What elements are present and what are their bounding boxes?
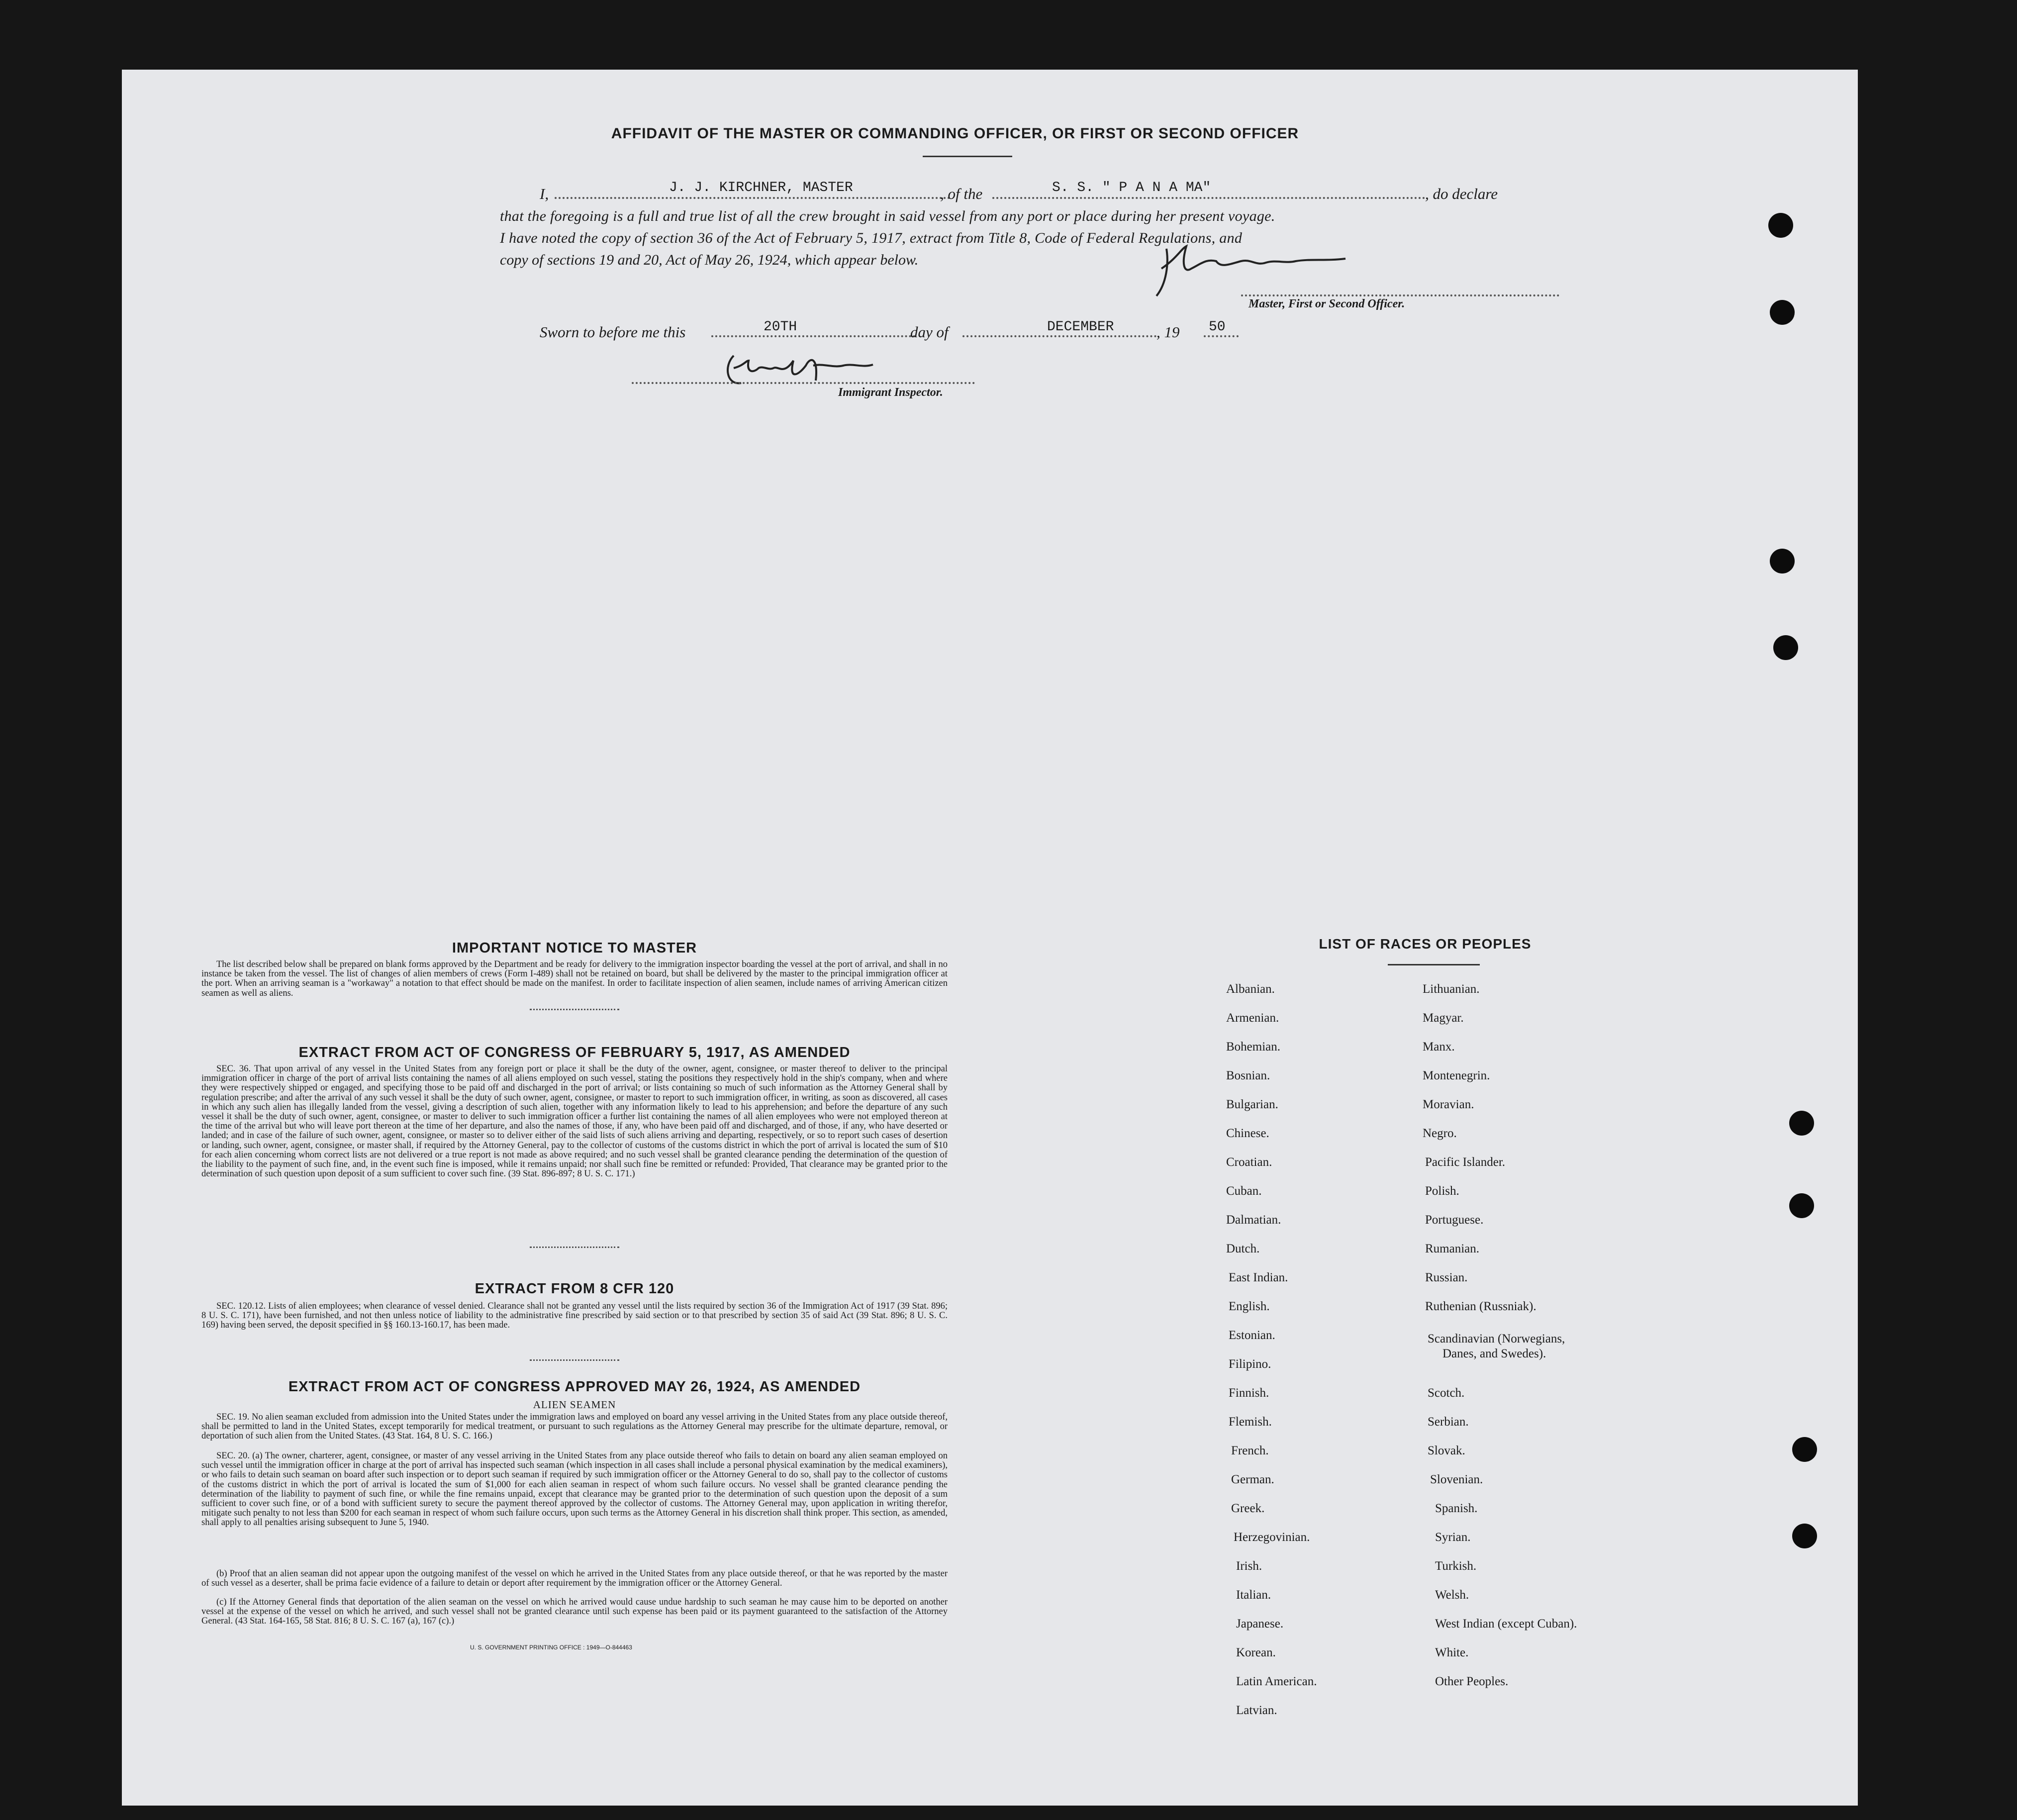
extract-cfr-divider [530,1359,619,1361]
sec19-text: SEC. 19. No alien seaman excluded from admission into the United States under the immigration laws and employed on board any vessel arriving in the United States from any place outside thereof, shall be permitted to land in the United States, except temporarily for medical treatment, or pursuant to such regulations as the Attorney General may prescribe for the ultimate departure, removal, or deportation of such alien from the United States. (43 Stat. 164, 8 U. S. C. 166.) [201,1412,948,1441]
race-item: Polish. [1425,1184,1459,1198]
race-item: French. [1231,1444,1269,1457]
punch-hole [1770,300,1795,325]
title-divider [923,156,1012,157]
race-item: Serbian. [1428,1415,1469,1429]
sworn-day: 20TH [764,319,797,335]
race-item: Greek. [1231,1502,1265,1515]
race-item: Armenian. [1226,1011,1279,1025]
race-item: Slovak. [1428,1444,1465,1457]
race-item: Slovenian. [1430,1473,1483,1486]
race-item: Russian. [1425,1271,1468,1284]
vessel-name-line [992,197,1425,199]
race-item: Other Peoples. [1435,1675,1509,1688]
race-item: Lithuanian. [1423,982,1480,996]
statement-line-3: copy of sections 19 and 20, Act of May 26, 1924, which appear below. [500,252,919,268]
officer-signature-line [1241,294,1559,296]
sec20c-text: (c) If the Attorney General finds that deportation of the alien seaman on the vessel on which he arrived would cause undue hardship to such seaman he may cause him to be deported on another vessel at the expense of the vessel on which he arrived, and such vessel shall not be granted clearance until such expense has been paid or its payment guaranteed to the satisfaction of the Attorney General. (43 Stat. 164-165, 58 Stat. 816; 8 U. S. C. 167 (a), 167 (c).) [201,1597,948,1627]
race-item: Korean. [1236,1646,1276,1659]
statement-line-1: that the foregoing is a full and true list of all the crew brought in said vessel from any port or place during her present voyage. [500,208,1275,224]
affidavit-title: AFFIDAVIT OF THE MASTER OR COMMANDING OFFICER, OR FIRST OR SECOND OFFICER [611,125,1299,142]
punch-hole [1789,1193,1814,1218]
printer-imprint: U. S. GOVERNMENT PRINTING OFFICE : 1949—O-844463 [470,1644,632,1651]
race-item: Bulgarian. [1226,1098,1278,1111]
race-item: East Indian. [1229,1271,1288,1284]
notice-title: IMPORTANT NOTICE TO MASTER [452,940,697,956]
race-item: Dutch. [1226,1242,1260,1255]
race-item: Filipino. [1229,1357,1271,1371]
race-item: Negro. [1423,1127,1457,1140]
race-item: Magyar. [1423,1011,1464,1025]
year-line [1204,335,1239,337]
punch-hole [1770,549,1795,574]
year-prefix: , 19 [1156,323,1180,341]
notice-text: The list described below shall be prepared on blank forms approved by the Department and be ready for delivery to the immigration inspector boarding the vessel at the port of arrival, and shall in no instance be taken from the vessel. The list of changes of alien members of crews (Form I-489) shall not be retained on board, but shall be delivered by the master to the principal immigration officer at the port. When an arriving seaman is a "workaway" a notation to that effect should be made on the manifest. In order to facilitate inspection of alien seamen, include names of arriving American citizen seamen as well as aliens. [201,959,948,998]
of-the-label: , of the [940,185,983,202]
race-item: Rumanian. [1425,1242,1480,1255]
race-item: Spanish. [1435,1502,1478,1515]
affidavit-i-label: I, [540,185,549,202]
race-item: Latin American. [1236,1675,1317,1688]
race-item: Irish. [1236,1559,1262,1573]
sec20a-text: SEC. 20. (a) The owner, charterer, agent, consignee, or master of any vessel arriving in the United States from any place outside thereof who fails to detain on board any alien seaman employed on such vessel until the immigration officer in charge at the port of arrival has inspected such seaman (which inspection in all cases shall include a personal physical examination by the medical examiners), or who fails to detain such seaman on board after such inspection or to deport such seaman if required by such immigration officer or the Attorney General to do so, shall pay to the collector of customs of the customs district in which the port of arrival is located the sum of $1,000 for each alien seaman in respect of whom such failure occurs. No vessel shall be granted clearance pending the determination of the liability to payment of such fine, or while the fine remains unpaid, except that clearance may be granted prior to the determination of such question upon the deposit of a sum sufficient to cover such fine, or of a bond with sufficient surety to secure the payment thereof approved by the collector of customs. The Attorney General may, upon application in writing therefor, mitigate such penalty to not less than $200 for each seaman in respect of whom such failure occurs, upon such terms as the Attorney General in his discretion shall think proper. This section, as amended, shall apply to all penalties arising subsequent to June 5, 1940. [201,1451,948,1528]
form-page [122,70,1858,1806]
race-item: Moravian. [1423,1098,1474,1111]
race-item: Cuban. [1226,1184,1262,1198]
race-item: Manx. [1423,1040,1455,1054]
race-item: Danes, and Swedes). [1442,1347,1546,1360]
race-item: White. [1435,1646,1469,1659]
race-item: Welsh. [1435,1588,1469,1602]
race-item: Chinese. [1226,1127,1269,1140]
officer-caption: Master, First or Second Officer. [1249,297,1405,310]
extract-1917-divider [530,1246,619,1248]
race-item: Flemish. [1229,1415,1272,1429]
punch-hole [1768,213,1793,238]
sworn-month-line [962,335,1156,337]
race-item: Herzegovinian. [1234,1531,1310,1544]
punch-hole [1789,1111,1814,1136]
extract-1924-subtitle: ALIEN SEAMEN [533,1399,616,1411]
notice-divider [530,1009,619,1010]
race-item: Latvian. [1236,1704,1277,1717]
race-item: Montenegrin. [1423,1069,1490,1082]
extract-1924-title: EXTRACT FROM ACT OF CONGRESS APPROVED MAY 26, 1924, AS AMENDED [288,1379,861,1395]
race-item: Dalmatian. [1226,1213,1281,1227]
extract-cfr-text: SEC. 120.12. Lists of alien employees; when clearance of vessel denied. Clearance shall not be granted any vessel until the lists required by section 36 of the Immigration Act of 1917 (39 Stat. 896; 8 U. S. C. 171), have been furnished, and not then unless notice of liability to the administrative fine prescribed by said section or to that prescribed by section 35 of said Act (39 Stat. 896; 8 U. S. C. 169) having been served, the deposit specified in §§ 160.13-160.17, has been made. [201,1301,948,1331]
race-item: West Indian (except Cuban). [1435,1617,1577,1630]
race-item: Bosnian. [1226,1069,1270,1082]
punch-hole [1792,1524,1817,1548]
race-item: Albanian. [1226,982,1275,996]
race-item: Scotch. [1428,1386,1465,1400]
race-item: Portuguese. [1425,1213,1484,1227]
races-title-divider [1388,964,1480,965]
inspector-signature-line [632,382,975,384]
race-item: Estonian. [1229,1329,1275,1342]
race-item: Croatian. [1226,1155,1272,1169]
race-item: Bohemian. [1226,1040,1281,1054]
master-name-line [555,197,950,199]
race-item: Finnish. [1229,1386,1269,1400]
race-item: English. [1229,1300,1270,1313]
race-item: Ruthenian (Russniak). [1425,1300,1537,1313]
races-title: LIST OF RACES OR PEOPLES [1319,936,1532,952]
punch-hole [1773,635,1798,660]
sworn-year: 50 [1209,319,1226,335]
punch-hole [1792,1437,1817,1462]
sworn-label: Sworn to before me this [540,323,686,341]
sec20b-text: (b) Proof that an alien seaman did not appear upon the outgoing manifest of the vessel on which he arrived in the United States from any place outside thereof, or that he was reported by the master of such vessel as a deserter, shall be prima facie evidence of a failure to detain or deport after requirement by the immigration officer or the Attorney General. [201,1569,948,1589]
race-item: Scandinavian (Norwegians, [1428,1332,1565,1345]
extract-cfr-title: EXTRACT FROM 8 CFR 120 [475,1281,674,1297]
race-item: Pacific Islander. [1425,1155,1506,1169]
race-item: Japanese. [1236,1617,1284,1630]
race-item: Turkish. [1435,1559,1477,1573]
day-of-label: day of [910,323,949,341]
race-item: Syrian. [1435,1531,1471,1544]
sworn-month: DECEMBER [1047,319,1114,335]
inspector-caption: Immigrant Inspector. [838,386,943,399]
vessel-name: S. S. " P A N A MA" [1052,180,1211,195]
master-signature [1147,239,1395,303]
statement-line-2: I have noted the copy of section 36 of the Act of February 5, 1917, extract from Title 8, Code of Federal Regulations, and [500,230,1243,246]
extract-1917-title: EXTRACT FROM ACT OF CONGRESS OF FEBRUARY 5, 1917, AS AMENDED [298,1045,851,1060]
extract-1917-text: SEC. 36. That upon arrival of any vessel in the United States from any foreign port or place it shall be the duty of the owner, agent, consignee, or master thereof to deliver to the principal immigration officer in charge of the port of arrival lists containing the names of all aliens employed on such vessel, stating the positions they respectively hold in the ship's company, when and where they were respectively shipped or engaged, and specifying those to be paid off and discharged in the port of arrival; or lists containing so much of such information as the Attorney General shall by regulation prescribe; and after the arrival of any such vessel it shall be the duty of such owner, agent, consignee, or master to report to such immigration officer, in writing, as soon as discovered, all cases in which any such alien has illegally landed from the vessel, giving a description of such alien, together with any information likely to lead to his apprehension; and before the departure of any such vessel it shall be the duty of such owner, agent, consignee, or master to deliver to such immigration officer a further list containing the names of all alien employees who were not employed thereon at the time of the arrival but who will leave port thereon at the time of her departure, and also the names of those, if any, who have been paid off and discharged, and of those, if any, who have deserted or landed; and in case of the failure of such owner, agent, consignee, or master so to deliver either of the said lists of such aliens arriving and departing, respectively, or so to report such cases of desertion or landing, such owner, agent, consignee, or master shall, if required by the Attorney General, pay to the collector of customs of the customs district in which the port of arrival is located the sum of $10 for each alien concerning whom correct lists are not delivered or a true report is not made as above required; and no such vessel shall be granted clearance pending the determination of the question of the liability to the payment of such fine, and, in the event such fine is imposed, while it remains unpaid; nor shall such fine be remitted or refunded: Provided, That clearance may be granted prior to the determination of such question upon deposit of a sum sufficient to cover such fine. (39 Stat. 896-897; 8 U. S. C. 171.) [201,1064,948,1179]
race-item: Italian. [1236,1588,1271,1602]
sworn-day-line [711,335,915,337]
do-declare-label: , do declare [1425,185,1498,202]
master-name: J. J. KIRCHNER, MASTER [669,180,853,195]
race-item: German. [1231,1473,1274,1486]
